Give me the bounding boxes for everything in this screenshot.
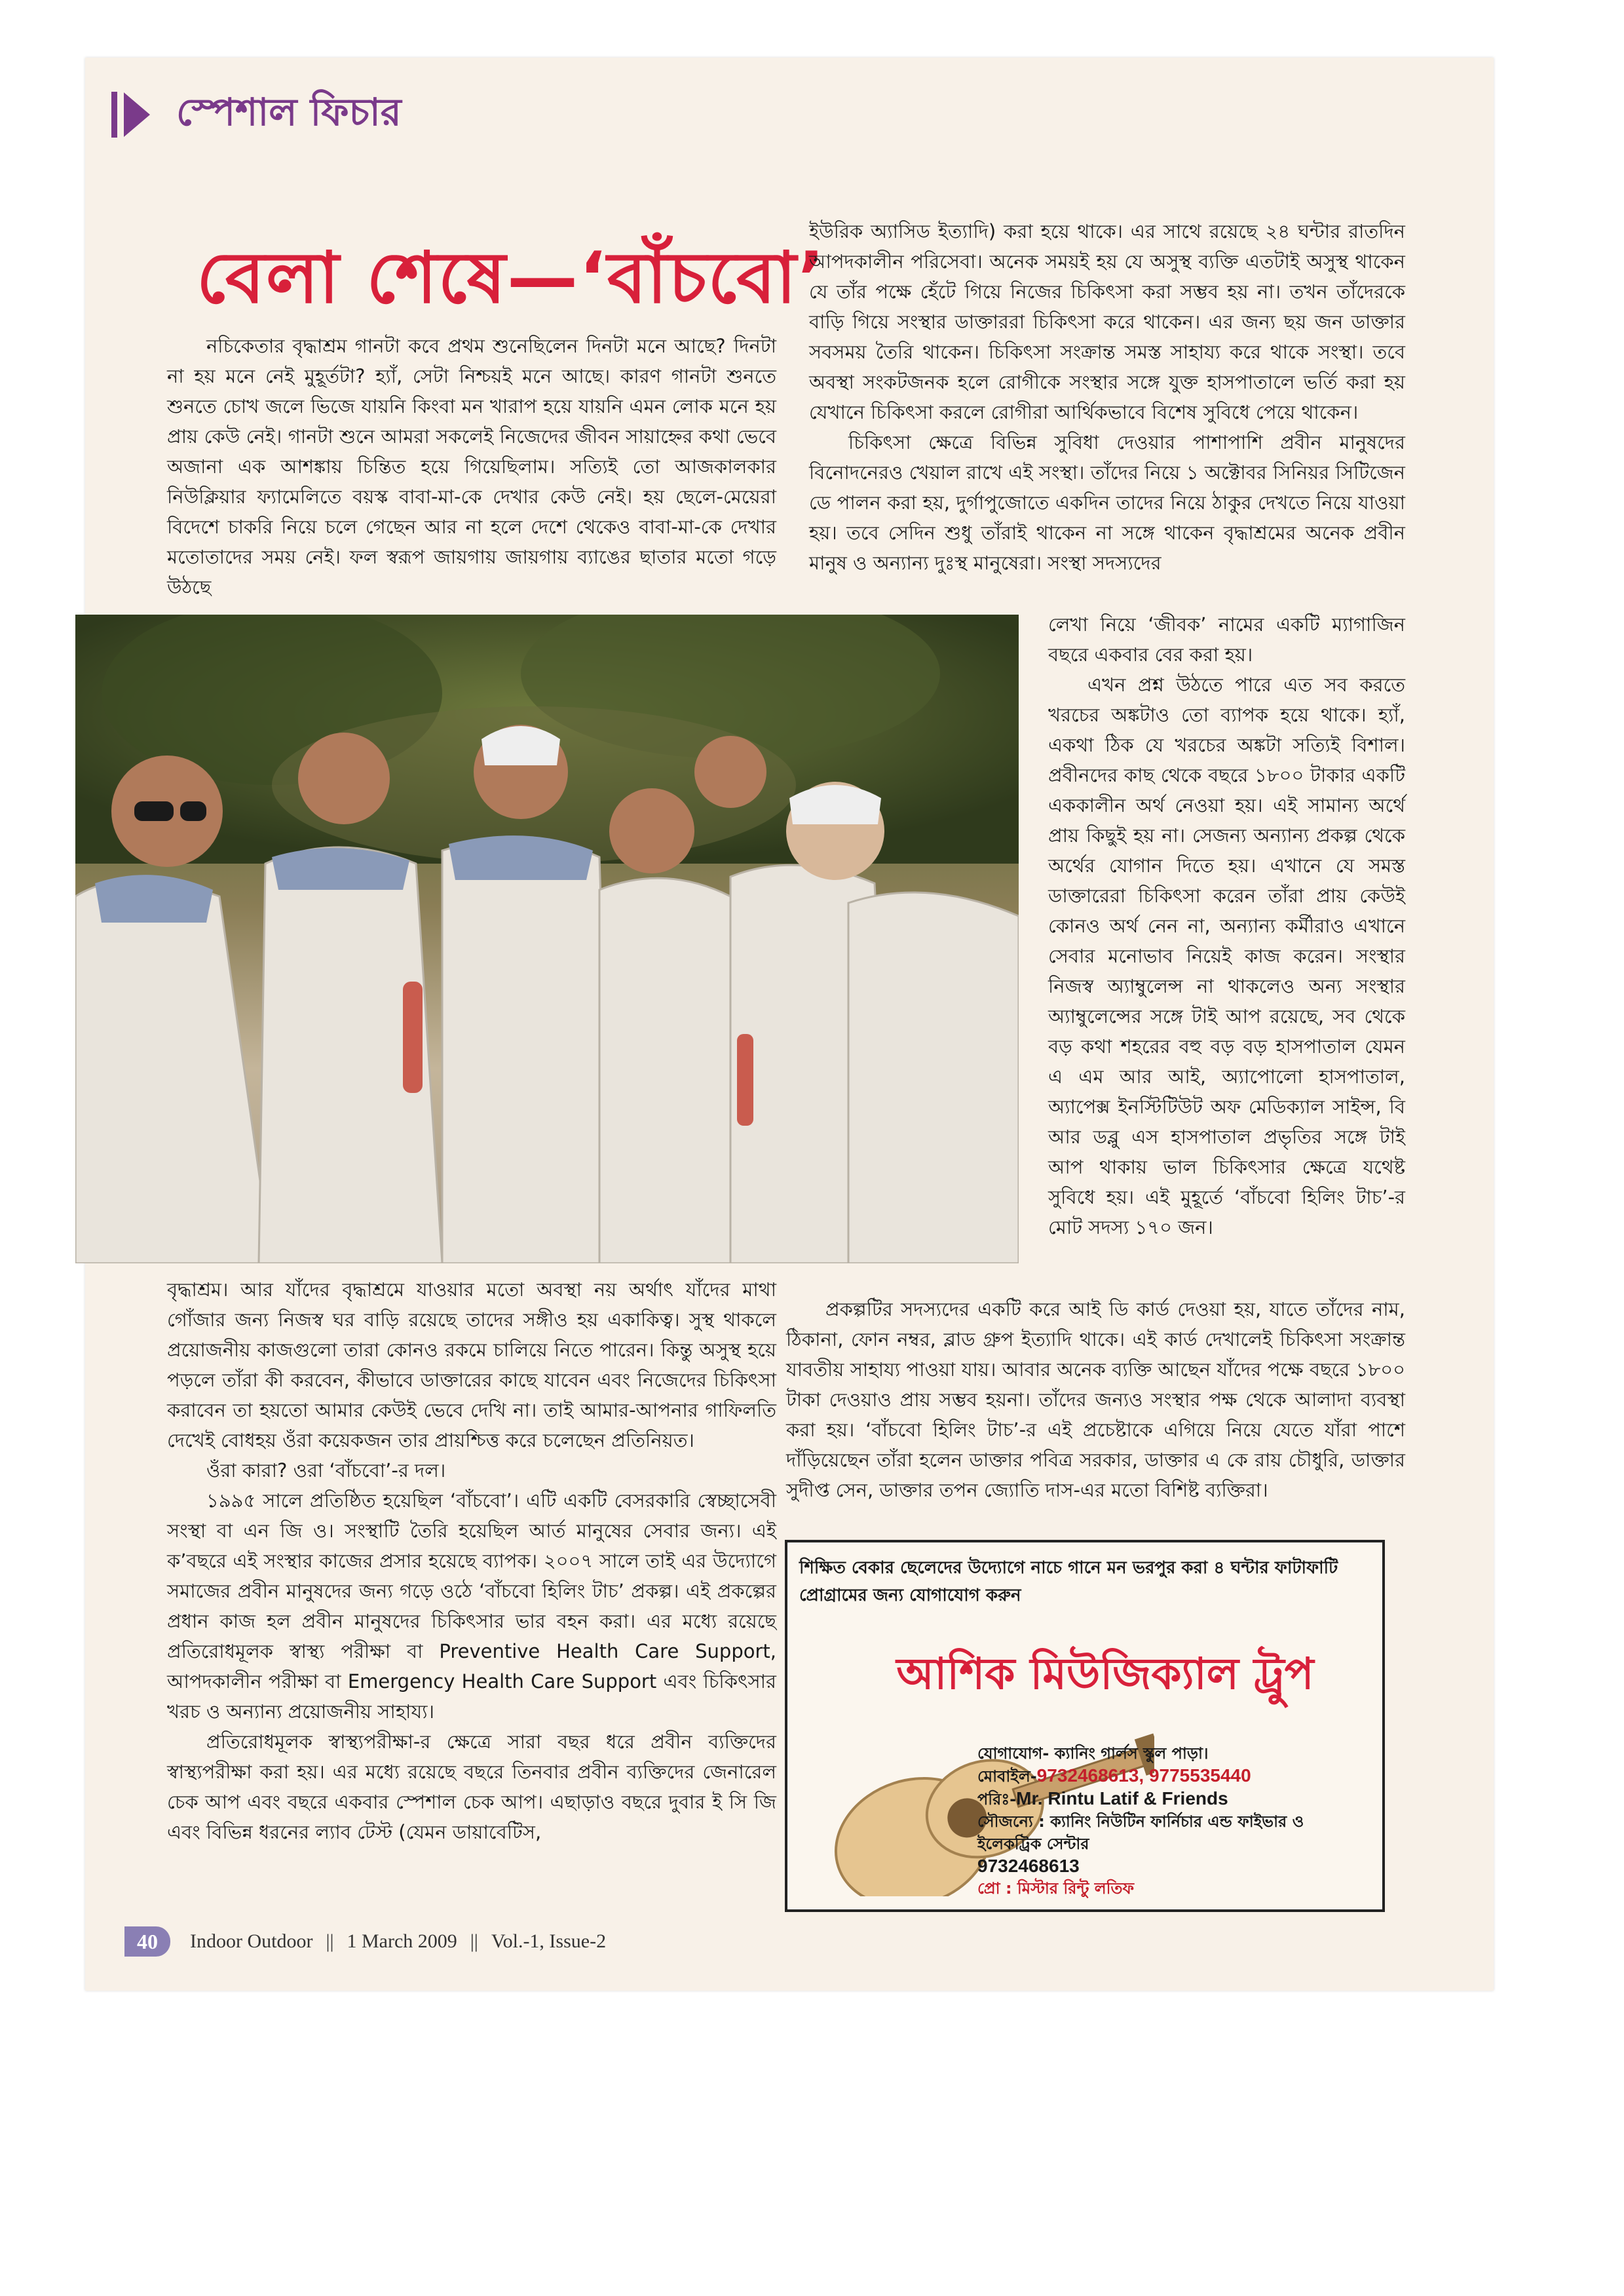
kicker-label: স্পেশাল ফিচার [176,89,402,134]
ad-person-line [977,1788,1370,1810]
ad-mobile-numbers: 9732468613, 9775535440 [1036,1765,1251,1786]
ad-mobile-label: মোবাইল- [977,1767,1037,1786]
paragraph: প্রতিরোধমূলক স্বাস্থ্যপরীক্ষা-র ক্ষেত্রে সারা বছর ধরে প্রবীন ব্যক্তিদের স্বাস্থ্যপরীক্ষা করা হয়। এর মধ্যে রয়েছে বছরে তিনবার প্রবীন ব্যক্তিদের জেনারেল চেক আপ এবং বছরে একবার স্পেশাল চেক আপ। এছাড়াও বছরে দুবার ই সি জি এবং বিভিন্ন ধরনের ল্যাব টেস্ট (যেমন ডায়াবেটিস, [167,1731,776,1843]
play-arrow-icon [124,92,150,137]
ad-phone: 9732468613 [977,1856,1080,1876]
paragraph: প্রকল্পটির সদস্যদের একটি করে আই ডি কার্ড দেওয়া হয়, যাতে তাঁদের নাম, ঠিকানা, ফোন নম্বর, ব্লাড গ্রুপ ইত্যাদি থাকে। এই কার্ড দেখালেই চিকিৎসা সংক্রান্ত যাবতীয় সাহায্য পাওয়া যায়। আবার অনেক ব্যক্তি আছেন যাঁদের পক্ষে বছরে ১৮০০ টাকা দেওয়াও প্রায় সম্ভব হয়না। তাঁদের জন্যও সংস্থার পক্ষ থেকে আলাদা ব্যবস্থা করা হয়। ‘বাঁচবো হিলিং টাচ’-র এই প্রচেষ্টাকে এগিয়ে নিয়ে যেতে যাঁরা পাশে দাঁড়িয়েছেন তাঁরা হলেন ডাক্তার পবিত্র সরকার, ডাক্তার এ কে রায় চৌধুরি, ডাক্তার সুদীপ্ত সেন, ডাক্তার তপন জ্যোতি দাস-এর মতো বিশিষ্ট ব্যক্তিরা। [786,1298,1405,1501]
advertisement-box [785,1540,1385,1912]
ad-contact-block [977,1742,1370,1900]
ad-tagline: শিক্ষিত বেকার ছেলেদের উদ্যোগে নাচে গানে মন ভরপুর করা ৪ ঘন্টার ফাটাফাটি প্রোগ্রামের জন্য যোগাযোগ করুন [799,1558,1338,1605]
ad-title: আশিক মিউজিক্যাল ট্রুপ [896,1649,1314,1699]
issue-date: 1 March 2009 [347,1930,457,1952]
kicker-bar [111,92,117,138]
section-kicker [111,85,402,144]
page-number: 40 [124,1926,170,1957]
paragraph: বৃদ্ধাশ্রম। আর যাঁদের বৃদ্ধাশ্রমে যাওয়ার মতো অবস্থা নয় অর্থাৎ যাঁদের মাথা গোঁজার জন্য নিজস্ব ঘর বাড়ি রয়েছে তাদের সঙ্গীও হয় একাকিত্ব। সুস্থ থাকলে প্রয়োজনীয় কাজগুলো তারা কোনও রকমে চালিয়ে নিতে পারেন। কিন্তু অসুস্থ হয়ে পড়লে তাঁরা কী করবেন, কীভাবে ডাক্তারের কাছে যাবেন এবং নিজেদের চিকিৎসা করাবেন তা হয়তো আমার কেউই ভেবে দেখি না। তাই আমার-আপনার গাফিলতি দেখেই বোধহয় ওঁরা কয়েকজন তার প্রায়শ্চিত্ত করে চলেছেন প্রতিনিয়ত। [167,1278,776,1451]
group-photo-illustration [75,615,1019,1263]
paragraph: ১৯৯৫ সালে প্রতিষ্ঠিত হয়েছিল ‘বাঁচবো’। এটি একটি বেসরকারি স্বেচ্ছাসেবী সংস্থা বা এন জি ও। সংস্থাটি তৈরি হয়েছিল আর্ত মানুষের সেবার জন্য। এই ক’বছরে এই সংস্থার কাজের প্রসার হয়েছে ব্যাপক। ২০০৭ সালে তাই এর উদ্যোগে সমাজের প্রবীন মানুষদের জন্য গড়ে ওঠে ‘বাঁচবো হিলিং টাচ’ প্রকল্প। এই প্রকল্পের প্রধান কাজ হল প্রবীন মানুষদের চিকিৎসার ভার বহন করা। এর মধ্যে রয়েছে প্রতিরোধমূলক স্বাস্থ্য পরীক্ষা বা Preventive Health Care Support, আপদকালীন পরীক্ষা বা Emergency Health Care Support এবং চিকিৎসার খরচ ও অন্যান্য প্রয়োজনীয় সাহায্য। [167,1489,776,1723]
magazine-name: Indoor Outdoor [190,1930,313,1952]
paragraph: চিকিৎসা ক্ষেত্রে বিভিন্ন সুবিধা দেওয়ার পাশাপাশি প্রবীন মানুষদের বিনোদনেরও খেয়াল রাখে এই সংস্থা। তাঁদের নিয়ে ১ অক্টোবর সিনিয়র সিটিজেন ডে পালন করা হয়, দুর্গাপুজোতে একদিন তাদের নিয়ে ঠাকুর দেখতে নিয়ে যাওয়া হয়। তবে সেদিন শুধু তাঁরাই থাকেন না সঙ্গে থাকেন বৃদ্ধাশ্রমের অনেক প্রবীন মানুষ ও অন্যান্য দুঃস্থ মানুষেরা। সংস্থা সদস্যদের [809,431,1405,574]
footer-separator: || [326,1930,334,1952]
left-bottom-column [167,1274,776,1847]
paragraph: ওঁরা কারা? ওরা ‘বাঁচবো’-র দল। [206,1459,446,1482]
paragraph: লেখা নিয়ে ‘জীবক’ নামের একটি ম্যাগাজিন বছরে একবার বের করা হয়। [1048,613,1405,666]
ad-address: যোগাযোগ- ক্যানিং গার্লস স্কুল পাড়া। [977,1744,1209,1763]
ad-person-label: পরিঃ- [977,1790,1017,1808]
right-middle-column [1048,609,1405,1242]
ad-mobile-line [977,1765,1370,1788]
ad-courtesy: সৌজন্যে : ক্যানিং নিউটিন ফার্নিচার এন্ড ফাইভার ও ইলেকট্রিক সেন্টার [977,1812,1304,1853]
right-bottom-column [786,1294,1405,1505]
ad-person: Mr. Rintu Latif & Friends [1016,1788,1228,1808]
paragraph: ইউরিক অ্যাসিড ইত্যাদি) করা হয়ে থাকে। এর সাথে রয়েছে ২৪ ঘন্টার রাতদিন আপদকালীন পরিসেবা। অনেক সময়ই হয় যে অসুস্থ ব্যক্তি এতটাই অসুস্থ থাকেন যে তাঁর পক্ষে হেঁটে গিয়ে নিজের চিকিৎসা করা সম্ভব হয় না। তখন তাঁদেরকে বাড়ি গিয়ে সংস্থার ডাক্তাররা চিকিৎসা করে থাকেন। এর জন্য ছয় জন ডাক্তার সবসময় তৈরি থাকেন। চিকিৎসা সংক্রান্ত সমস্ত সাহায্য করে থাকে সংস্থা। তবে অবস্থা সংকটজনক হলে রোগীকে সংস্থার সঙ্গে যুক্ত হাসপাতালে ভর্তি করা হয় যেখানে চিকিৎসা করলে রোগীরা আর্থিকভাবে বিশেষ সুবিধে পেয়ে থাকেন। [809,220,1405,423]
intro-paragraph: নচিকেতার বৃদ্ধাশ্রম গানটা কবে প্রথম শুনেছিলেন দিনটা মনে আছে? দিনটা না হয় মনে নেই মুহূর্তটা? হ্যাঁ, সেটা নিশ্চয়ই মনে আছে। কারণ গানটা শুনতে শুনতে চোখ জলে ভিজে যায়নি কিংবা মন খারাপ হয়ে যায়নি এমন লোক মনে হয় প্রায় কেউ নেই। গানটা শুনে আমরা সকলেই নিজেদের জীবন সায়াহ্নের কথা ভেবে অজানা এক আশঙ্কায় চিন্তিত হয়ে গিয়েছিলাম। সত্যিই তো আজকালকার নিউক্লিয়ার ফ্যামেলিতে বয়স্ক বাবা-মা-কে দেখার কেউ নেই। হয় ছেলে-মেয়েরা বিদেশে চাকরি নিয়ে চলে গেছেন আর না হলে দেশে থেকেও বাবা-মা-কে দেখার মতোতাদের সময় নেই। ফল স্বরূপ জায়গায় জায়গায় ব্যাঙের ছাতার মতো গড়ে উঠছে [167,335,776,598]
issue-volume: Vol.-1, Issue-2 [491,1930,607,1952]
page-footer [124,1925,619,1958]
right-top-column [809,216,1405,578]
footer-separator: || [470,1930,478,1952]
ad-proprietor: প্রো : মিস্টার রিন্টু লতিফ [977,1879,1135,1898]
intro-column [167,331,776,602]
article-photo [75,615,1019,1263]
article-headline: বেলা শেষে—‘বাঁচবো’ [197,237,826,319]
paragraph: এখন প্রশ্ন উঠতে পারে এত সব করতে খরচের অঙ্কটাও তো ব্যাপক হয়ে থাকে। হ্যাঁ, একথা ঠিক যে খরচের অঙ্কটা সত্যিই বিশাল। প্রবীনদের কাছ থেকে বছরে ১৮০০ টাকার একটি এককালীন অর্থ নেওয়া হয়। এই সামান্য অর্থে প্রায় কিছুই হয় না। সেজন্য অন্যান্য প্রকল্প থেকে অর্থের যোগান দিতে হয়। এখানে যে সমস্ত ডাক্তারেরা চিকিৎসা করেন তাঁরা প্রায় কেউই কোনও অর্থ নেন না, অন্যান্য কর্মীরাও এখানে সেবার মনোভাব নিয়েই কাজ করেন। সংস্থার নিজস্ব অ্যাম্বুলেন্স না থাকলেও অন্য সংস্থার অ্যাম্বুলেন্সের সঙ্গে টাই আপ রয়েছে, সব থেকে বড় কথা শহরের বহু বড় বড় হাসপাতাল যেমন এ এম আর আই, অ্যাপোলো হাসপাতাল, অ্যাপেক্স ইনস্টিটিউট অফ মেডিক্যাল সাইন্স, বি আর ডব্লু এস হাসপাতাল প্রভৃতির সঙ্গে টাই আপ থাকায় ভাল চিকিৎসার ক্ষেত্রে যথেষ্ট সুবিধে হয়। এই মুহূর্তে ‘বাঁচবো হিলিং টাচ’-র মোট সদস্য ১৭০ জন। [1048,674,1405,1238]
